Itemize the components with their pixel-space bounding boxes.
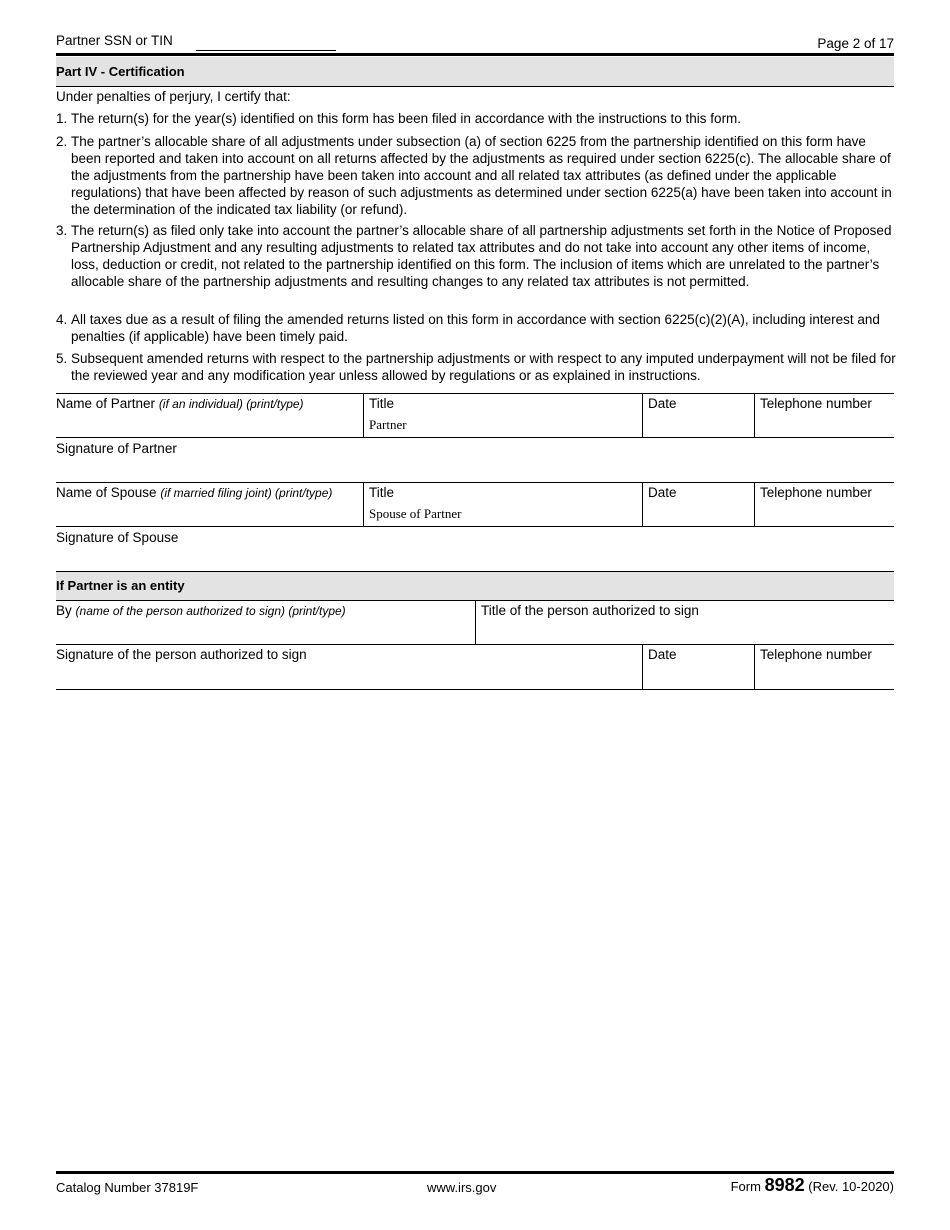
partner-title-label: Title bbox=[369, 396, 395, 411]
list-item-text: Subsequent amended returns with respect to the partnership adjustments or with respect to any imputed underpayment will not be filed for the reviewed year and any modification year unless allowed by regulations or as explained in instructions. bbox=[71, 351, 896, 383]
list-item-number: 3. bbox=[56, 223, 68, 238]
list-item-number: 1. bbox=[56, 111, 68, 126]
divider bbox=[754, 393, 755, 438]
partner-name-hint: (if an individual) (print/type) bbox=[158, 397, 304, 411]
partner-row-top-rule bbox=[56, 393, 894, 394]
divider bbox=[754, 644, 755, 689]
page-indicator: Page 2 of 17 bbox=[817, 36, 894, 51]
list-item-text: All taxes due as a result of filing the amended returns listed on this form in accordance with section 6225(c)(2)(A), including interest and penalties (if applicable) have been timely paid. bbox=[71, 312, 880, 344]
list-item-text: The partner’s allocable share of all adjustments under subsection (a) of section 6225 from the partnership identified on this form have been reported and taken into account on all returns affected by the adjustments as required under section 6225(c). The allocable share of the adjustments from the partnership have been taken into account and all related tax attributes (as defined under the applicable regulations) that have been affected by reason of such adjustments as determined under section 6225(a) have been taken into account in the determination of the indicated tax liability (or refund). bbox=[71, 134, 892, 217]
divider bbox=[363, 482, 364, 527]
entity-date-field[interactable]: Date bbox=[648, 647, 677, 662]
list-item bbox=[56, 133, 898, 218]
partner-phone-field[interactable]: Telephone number bbox=[760, 396, 872, 411]
form-revision: (Rev. 10-2020) bbox=[808, 1179, 894, 1194]
partner-signature-field[interactable]: Signature of Partner bbox=[56, 441, 177, 456]
form-prefix: Form bbox=[730, 1179, 761, 1194]
irs-website[interactable]: www.irs.gov bbox=[427, 1180, 497, 1195]
list-item bbox=[56, 222, 898, 290]
divider bbox=[642, 644, 643, 689]
entity-signature-field[interactable]: Signature of the person authorized to sign bbox=[56, 647, 307, 662]
list-item-text: The return(s) for the year(s) identified on this form has been filed in accordance with the instructions to this form. bbox=[71, 111, 742, 126]
spouse-phone-field[interactable]: Telephone number bbox=[760, 485, 872, 500]
spouse-signature-field[interactable]: Signature of Spouse bbox=[56, 530, 179, 545]
form-number: 8982 bbox=[764, 1175, 805, 1195]
entity-header bbox=[56, 572, 894, 600]
ssn-label: Partner SSN or TIN bbox=[56, 33, 173, 48]
divider bbox=[642, 482, 643, 527]
list-item-number: 2. bbox=[56, 134, 68, 149]
list-item bbox=[56, 350, 898, 384]
list-item bbox=[56, 110, 898, 127]
entity-title-field[interactable]: Title of the person authorized to sign bbox=[481, 603, 699, 618]
partner-name-field[interactable] bbox=[56, 396, 356, 436]
entity-mid-rule bbox=[56, 644, 894, 645]
entity-by-hint: (name of the person authorized to sign) (print/type) bbox=[75, 604, 346, 618]
part4-header-rule bbox=[56, 86, 894, 87]
spouse-title-value[interactable]: Spouse of Partner bbox=[369, 506, 462, 521]
divider bbox=[363, 393, 364, 438]
partner-name-label: Name of Partner bbox=[56, 396, 156, 411]
part4-header bbox=[56, 57, 894, 86]
partner-row-bottom-rule bbox=[56, 437, 894, 438]
entity-title: If Partner is an entity bbox=[56, 578, 185, 593]
entity-by-label: By bbox=[56, 603, 72, 618]
spouse-date-field[interactable]: Date bbox=[648, 485, 677, 500]
list-item-number: 4. bbox=[56, 312, 68, 327]
list-item bbox=[56, 311, 898, 345]
entity-bottom-rule bbox=[56, 689, 894, 690]
certification-intro: Under penalties of perjury, I certify that: bbox=[56, 89, 291, 104]
spouse-row-bottom-rule bbox=[56, 526, 894, 527]
footer-rule bbox=[56, 1171, 894, 1174]
list-item-number: 5. bbox=[56, 351, 68, 366]
entity-by-field[interactable] bbox=[56, 603, 468, 641]
ssn-input[interactable] bbox=[196, 34, 336, 51]
divider bbox=[642, 393, 643, 438]
form-id bbox=[731, 1175, 894, 1196]
spouse-title-label: Title bbox=[369, 485, 395, 500]
header-rule bbox=[56, 53, 894, 56]
partner-title-value[interactable]: Partner bbox=[369, 417, 407, 432]
part4-title: Part IV - Certification bbox=[56, 64, 185, 79]
divider bbox=[475, 600, 476, 644]
spouse-name-field[interactable] bbox=[56, 485, 356, 525]
catalog-number: Catalog Number 37819F bbox=[56, 1180, 199, 1195]
partner-date-field[interactable]: Date bbox=[648, 396, 677, 411]
spouse-name-label: Name of Spouse bbox=[56, 485, 157, 500]
spouse-row-top-rule bbox=[56, 482, 894, 483]
spouse-name-hint: (if married filing joint) (print/type) bbox=[160, 486, 333, 500]
entity-phone-field[interactable]: Telephone number bbox=[760, 647, 872, 662]
divider bbox=[754, 482, 755, 527]
list-item-text: The return(s) as filed only take into account the partner’s allocable share of all partnership adjustments set forth in the Notice of Proposed Partnership Adjustment and any resulting adjustments to related tax attributes and do not take into account any other items of income, loss, deduction or credit, not related to the partnership identified on this form. The inclusion of items which are unrelated to the partner’s allocable share of the partnership adjustments and resulting changes to any related tax attributes is not permitted. bbox=[71, 223, 892, 289]
